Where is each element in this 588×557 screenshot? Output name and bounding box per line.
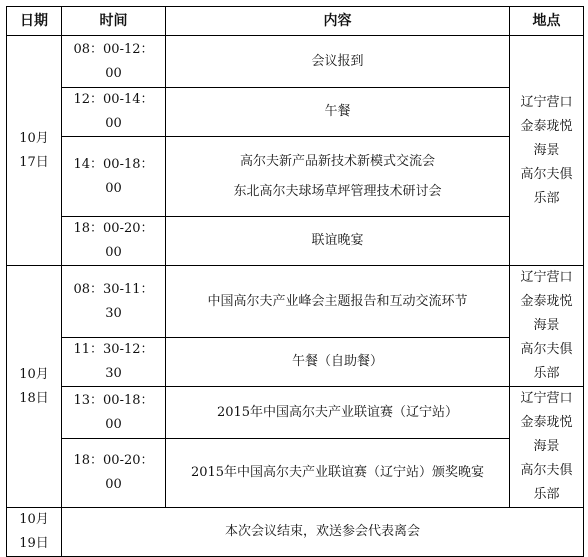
table-row — [7, 217, 584, 266]
place-cell-day2b: 辽宁营口 金泰珑悦 海景 高尔夫俱 乐部 — [510, 387, 584, 508]
date-cell-day3: 10月 19日 — [7, 508, 62, 557]
content-cell: 午餐 — [166, 88, 510, 137]
table-row — [7, 387, 584, 439]
header-content: 内容 — [166, 7, 510, 36]
date-cell-day2: 10月 18日 — [7, 266, 62, 508]
content-cell: 2015年中国高尔夫产业联谊赛（辽宁站）颁奖晚宴 — [166, 439, 510, 508]
header-time: 时间 — [62, 7, 166, 36]
time-cell: 08：00-12： 00 — [62, 36, 166, 88]
table-row — [7, 266, 584, 338]
content-cell: 会议报到 — [166, 36, 510, 88]
content-cell: 中国高尔夫产业峰会主题报告和互动交流环节 — [166, 266, 510, 338]
table-row — [7, 439, 584, 508]
table-row — [7, 137, 584, 217]
schedule-table — [6, 6, 584, 557]
time-cell: 14：00-18： 00 — [62, 137, 166, 217]
header-place: 地点 — [510, 7, 584, 36]
content-cell: 高尔夫新产品新技术新模式交流会 东北高尔夫球场草坪管理技术研讨会 — [166, 137, 510, 217]
header-row — [7, 7, 584, 36]
table-row — [7, 88, 584, 137]
time-cell: 18：00-20： 00 — [62, 439, 166, 508]
closing-cell: 本次会议结束，欢送参会代表离会 — [62, 508, 584, 557]
time-cell: 08：30-11： 30 — [62, 266, 166, 338]
header-date: 日期 — [7, 7, 62, 36]
time-cell: 11：30-12： 30 — [62, 338, 166, 387]
table-row — [7, 36, 584, 88]
time-cell: 12：00-14： 00 — [62, 88, 166, 137]
content-cell: 2015年中国高尔夫产业联谊赛（辽宁站） — [166, 387, 510, 439]
content-cell: 午餐（自助餐） — [166, 338, 510, 387]
table-row — [7, 338, 584, 387]
time-cell: 18：00-20： 00 — [62, 217, 166, 266]
content-cell: 联谊晚宴 — [166, 217, 510, 266]
table-row — [7, 508, 584, 557]
time-cell: 13：00-18： 00 — [62, 387, 166, 439]
place-cell-day1: 辽宁营口 金泰珑悦 海景 高尔夫俱 乐部 — [510, 36, 584, 266]
place-cell-day2a: 辽宁营口 金泰珑悦 海景 高尔夫俱 乐部 — [510, 266, 584, 387]
date-cell-day1: 10月 17日 — [7, 36, 62, 266]
